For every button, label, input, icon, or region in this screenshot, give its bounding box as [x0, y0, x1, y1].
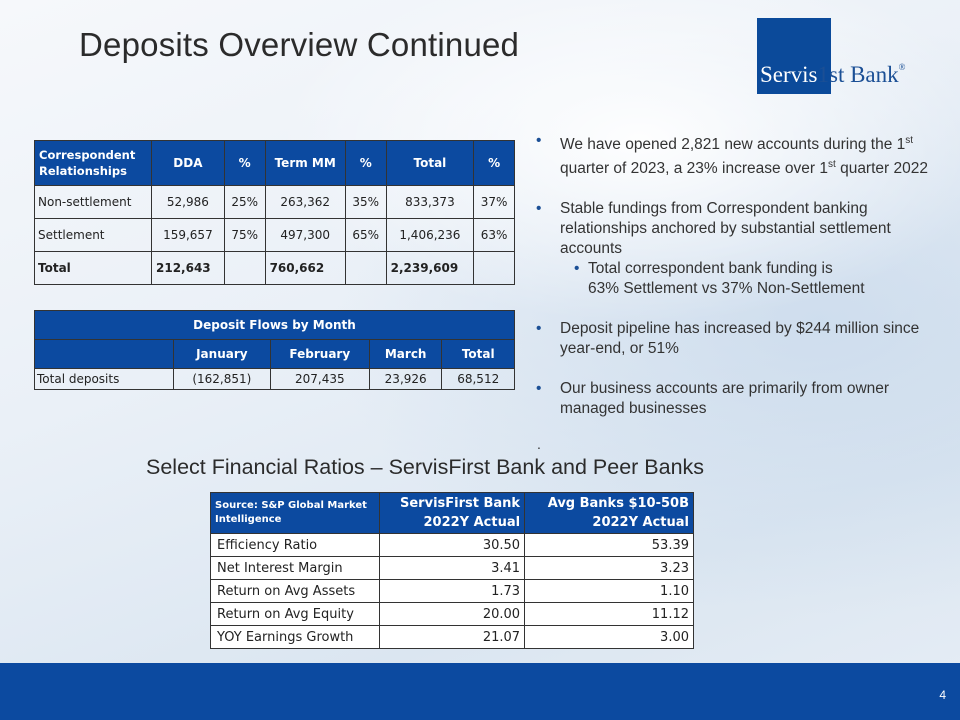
col-header: % — [224, 141, 265, 186]
table-row — [211, 557, 694, 580]
table-cell — [474, 252, 515, 285]
col-header: Correspondent Relationships — [35, 141, 152, 186]
col-header: Term MM — [265, 141, 345, 186]
col-header-line: 2022Y Actual — [423, 515, 521, 530]
logo-registered-mark: ® — [898, 62, 906, 72]
table-header-row — [211, 493, 694, 534]
table-header-row — [35, 340, 515, 369]
table-cell: 760,662 — [265, 252, 345, 285]
page-number: 4 — [939, 688, 946, 702]
superscript: st — [905, 135, 914, 146]
table-row — [211, 534, 694, 557]
sub-bullet-text: Total correspondent bank funding is — [588, 260, 833, 278]
table-cell: Return on Avg Assets — [211, 580, 380, 603]
table-row — [211, 626, 694, 649]
bullet-item — [536, 379, 946, 419]
col-header-line: 2022Y Actual — [592, 515, 689, 530]
col-header: % — [474, 141, 515, 186]
bullet-text: quarter 2022 — [835, 160, 928, 178]
bullet-text: quarter of 2023, a 23% increase over 1 — [560, 160, 828, 178]
table-cell: Return on Avg Equity — [211, 603, 380, 626]
col-header: February — [270, 340, 369, 369]
bullet-dot-icon: • — [536, 320, 542, 338]
stray-period: . — [537, 436, 541, 452]
section-title: Select Financial Ratios – ServisFirst Bank and Peer Banks — [146, 455, 705, 479]
col-header: Total — [442, 340, 515, 369]
table-cell: 35% — [345, 186, 386, 219]
bullet-dot-icon: • — [536, 132, 542, 149]
table-cell: 3.23 — [525, 557, 694, 580]
bullet-dot-icon: • — [536, 380, 542, 398]
table-row — [35, 219, 515, 252]
table-cell: (162,851) — [174, 369, 271, 390]
col-header: Total — [386, 141, 474, 186]
ratios-table — [210, 492, 694, 649]
page-title: Deposits Overview Continued — [79, 26, 520, 63]
table-row — [211, 603, 694, 626]
table-cell: 1.10 — [525, 580, 694, 603]
col-header — [525, 493, 694, 534]
table-cell: 30.50 — [380, 534, 525, 557]
correspondent-table — [34, 140, 515, 285]
bullet-text: Deposit pipeline has increased by $244 million since year-end, or 51% — [560, 320, 920, 358]
table-cell: Settlement — [35, 219, 152, 252]
sub-bullet-item — [560, 259, 946, 279]
logo-text-part2: 1st Bank — [817, 62, 899, 87]
source-note: Source: S&P Global Market Intelligence — [211, 493, 380, 534]
table-row — [211, 580, 694, 603]
bullet-item — [536, 199, 946, 299]
table-cell: 3.00 — [525, 626, 694, 649]
superscript: st — [827, 159, 836, 171]
table-title: Deposit Flows by Month — [35, 311, 515, 340]
table-cell: 63% — [474, 219, 515, 252]
table-cell: YOY Earnings Growth — [211, 626, 380, 649]
table-cell: 207,435 — [270, 369, 369, 390]
col-header: DDA — [152, 141, 225, 186]
table-cell — [224, 252, 265, 285]
bullet-item — [536, 131, 946, 179]
table-cell: 20.00 — [380, 603, 525, 626]
col-header: January — [174, 340, 271, 369]
table-cell: 159,657 — [152, 219, 225, 252]
table-cell: 53.39 — [525, 534, 694, 557]
logo — [760, 62, 905, 88]
bullet-text: Our business accounts are primarily from owner managed businesses — [560, 380, 890, 418]
footer-bar — [0, 663, 960, 720]
table-total-row — [35, 252, 515, 285]
bullet-list — [536, 131, 946, 439]
row-label: Total deposits — [35, 369, 174, 390]
table-cell: Total — [35, 252, 152, 285]
table-cell: Net Interest Margin — [211, 557, 380, 580]
col-header-line: ServisFirst Bank — [400, 496, 521, 511]
table-cell: 21.07 — [380, 626, 525, 649]
table-cell: 75% — [224, 219, 265, 252]
table-cell: 2,239,609 — [386, 252, 474, 285]
table-cell — [345, 252, 386, 285]
bullet-text: We have opened 2,821 new accounts during the 1 — [560, 136, 906, 154]
table-cell: 25% — [224, 186, 265, 219]
table-cell: 497,300 — [265, 219, 345, 252]
bullet-item — [536, 319, 946, 359]
sub-bullet-dot-icon: • — [574, 260, 580, 278]
bullet-text: Stable fundings from Correspondent banking relationships anchored by substantial settlement accounts — [560, 200, 891, 258]
table-title-row — [35, 311, 515, 340]
table-cell: Efficiency Ratio — [211, 534, 380, 557]
table-cell: 212,643 — [152, 252, 225, 285]
table-cell: 1,406,236 — [386, 219, 474, 252]
table-cell: 37% — [474, 186, 515, 219]
table-cell: Non-settlement — [35, 186, 152, 219]
deposit-flows-table — [34, 310, 515, 390]
col-header-line: Avg Banks $10-50B — [547, 496, 689, 511]
table-row — [35, 369, 515, 390]
table-cell: 11.12 — [525, 603, 694, 626]
table-cell: 23,926 — [369, 369, 442, 390]
table-header-row — [35, 141, 515, 186]
table-cell: 833,373 — [386, 186, 474, 219]
table-cell: 263,362 — [265, 186, 345, 219]
table-cell: 65% — [345, 219, 386, 252]
col-header-blank — [35, 340, 174, 369]
table-cell: 1.73 — [380, 580, 525, 603]
col-header — [380, 493, 525, 534]
col-header: March — [369, 340, 442, 369]
sub-bullet-text: 63% Settlement vs 37% Non-Settlement — [588, 280, 865, 298]
col-header: % — [345, 141, 386, 186]
table-cell: 52,986 — [152, 186, 225, 219]
table-cell: 68,512 — [442, 369, 515, 390]
table-row — [35, 186, 515, 219]
bullet-dot-icon: • — [536, 200, 542, 218]
logo-text-part1: Servis — [760, 62, 818, 87]
table-cell: 3.41 — [380, 557, 525, 580]
